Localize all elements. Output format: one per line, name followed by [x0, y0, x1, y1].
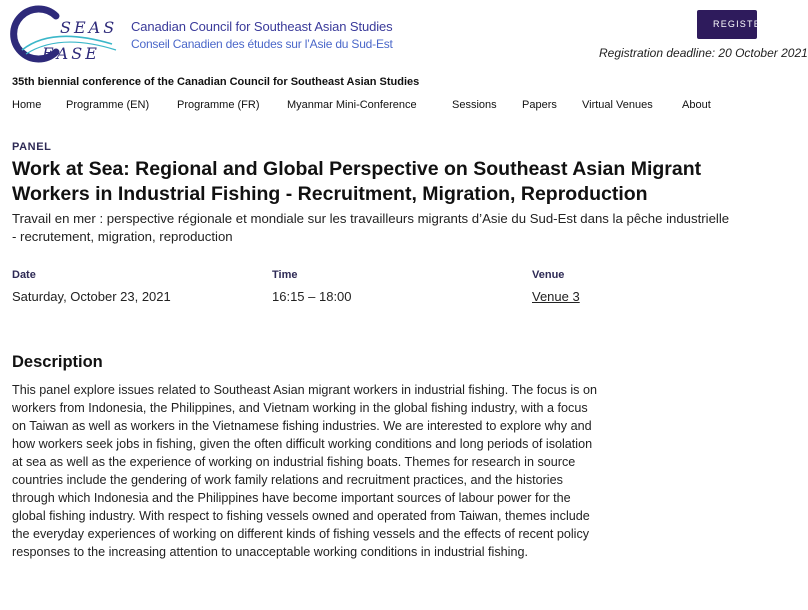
registration-deadline: Registration deadline: 20 October 2021: [599, 46, 808, 60]
nav-item-home[interactable]: Home: [12, 99, 42, 111]
venue-label: Venue: [532, 269, 565, 281]
register-button[interactable]: REGISTER: [697, 10, 757, 39]
conference-title: 35th biennial conference of the Canadian Council for Southeast Asian Studies: [12, 76, 420, 88]
nav-item-about[interactable]: About: [682, 99, 711, 111]
time-label: Time: [272, 269, 298, 281]
svg-text:EASE: EASE: [42, 44, 100, 63]
time-value: 16:15 – 18:00: [272, 289, 352, 304]
description-body: This panel explore issues related to Southeast Asian migrant workers in industrial fishing. The focus is on workers from Indonesia, the Philippines, and Vietnam working in the global fishing industry, with a focus on Taiwan as well as workers in the Vietnamese fishing industries. We are interested to explore why and how workers seek jobs in fishing, given the often difficult working conditions and long periods of isolation at sea as well as the experience of working on industrial fishing boats. Themes for research in source countries include the gendering of work family relations and recruitment practices, and the histories through which Indonesia and the Philippines have become important sources of labour power for the global fishing industry. With respect to fishing vessels owned and operated from Taiwan, themes include the everyday experiences of working on different kinds of fishing vessels and the effects of recent policy responses to the increasing attention to unacceptable working conditions in industrial fishing.: [12, 383, 597, 559]
org-name-en[interactable]: Canadian Council for Southeast Asian Studies: [131, 19, 393, 34]
nav-item-papers[interactable]: Papers: [522, 99, 557, 111]
ccseas-logo[interactable]: [12, 6, 122, 62]
venue-link[interactable]: Venue 3: [532, 289, 580, 304]
nav-item-programme-en[interactable]: Programme (EN): [66, 99, 150, 111]
nav-item-sessions[interactable]: Sessions: [452, 99, 497, 111]
panel-kicker: PANEL: [12, 141, 52, 153]
seas-logo-icon: [12, 6, 122, 62]
date-value: Saturday, October 23, 2021: [12, 289, 171, 304]
nav-item-programme-fr[interactable]: Programme (FR): [177, 99, 260, 111]
nav-item-virtual-venues[interactable]: Virtual Venues: [582, 99, 653, 111]
date-label: Date: [12, 269, 36, 281]
svg-text:SEAS: SEAS: [60, 18, 118, 37]
description-heading: Description: [12, 353, 103, 371]
page-title: Work at Sea: Regional and Global Perspective on Southeast Asian Migrant Workers in Industrial Fishing - Recruitment, Migration, Reproduction: [12, 158, 702, 205]
nav-item-myanmar-mini-conference[interactable]: Myanmar Mini-Conference: [287, 99, 417, 111]
org-name-fr[interactable]: Conseil Canadien des études sur l’Asie du Sud-Est: [131, 37, 393, 51]
page-subtitle-fr: Travail en mer : perspective régionale et mondiale sur les travailleurs migrants d’Asie du Sud-Est dans la pêche industrielle - recrutement, migration, reproduction: [12, 211, 730, 244]
